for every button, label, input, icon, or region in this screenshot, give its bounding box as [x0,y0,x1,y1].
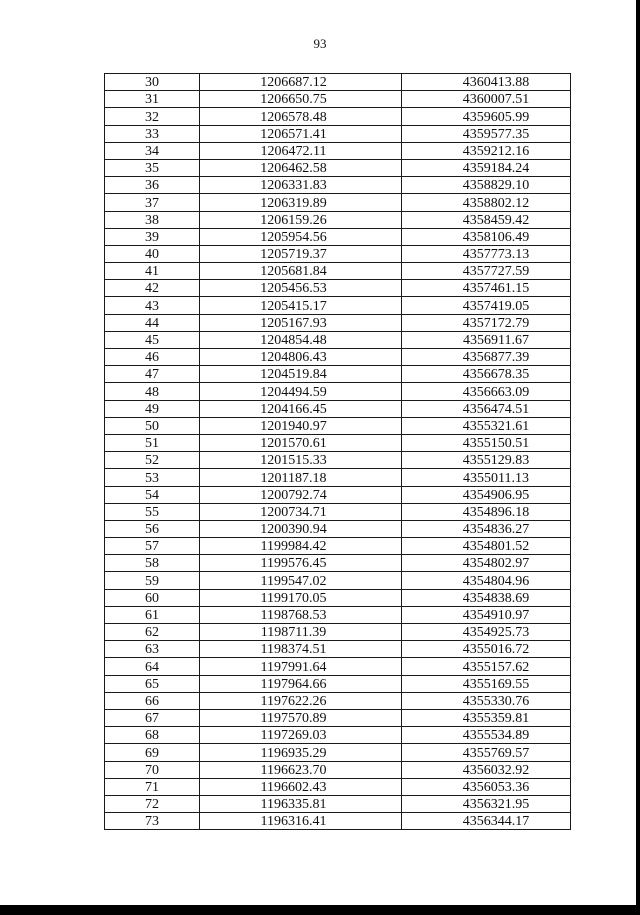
table-row [105,366,571,383]
x-coordinate-cell: 1206578.48 [200,108,402,125]
point-number-cell: 55 [105,503,200,520]
y-coordinate-cell: 4356344.17 [402,813,571,830]
x-coordinate-cell: 1204494.59 [200,383,402,400]
y-coordinate-cell: 4355011.13 [402,469,571,486]
point-number-cell: 69 [105,744,200,761]
table-row [105,658,571,675]
x-coordinate-cell: 1201515.33 [200,452,402,469]
x-coordinate-cell: 1206650.75 [200,91,402,108]
point-number-cell: 37 [105,194,200,211]
y-coordinate-cell: 4354896.18 [402,503,571,520]
x-coordinate-cell: 1205681.84 [200,263,402,280]
x-coordinate-cell: 1197991.64 [200,658,402,675]
y-coordinate-cell: 4357727.59 [402,263,571,280]
point-number-cell: 72 [105,795,200,812]
x-coordinate-cell: 1197622.26 [200,692,402,709]
point-number-cell: 45 [105,331,200,348]
point-number-cell: 62 [105,624,200,641]
table-row [105,761,571,778]
table-row [105,692,571,709]
y-coordinate-cell: 4357419.05 [402,297,571,314]
y-coordinate-cell: 4355169.55 [402,675,571,692]
point-number-cell: 64 [105,658,200,675]
table-row [105,727,571,744]
point-number-cell: 49 [105,400,200,417]
x-coordinate-cell: 1196623.70 [200,761,402,778]
table-row [105,641,571,658]
point-number-cell: 36 [105,177,200,194]
point-number-cell: 61 [105,606,200,623]
x-coordinate-cell: 1201940.97 [200,417,402,434]
table-row [105,211,571,228]
x-coordinate-cell: 1201187.18 [200,469,402,486]
point-number-cell: 54 [105,486,200,503]
point-number-cell: 31 [105,91,200,108]
table-row [105,813,571,830]
table-row [105,314,571,331]
y-coordinate-cell: 4356678.35 [402,366,571,383]
table-row [105,795,571,812]
y-coordinate-cell: 4356663.09 [402,383,571,400]
point-number-cell: 58 [105,555,200,572]
y-coordinate-cell: 4356911.67 [402,331,571,348]
point-number-cell: 46 [105,349,200,366]
y-coordinate-cell: 4355321.61 [402,417,571,434]
point-number-cell: 40 [105,245,200,262]
x-coordinate-cell: 1205167.93 [200,314,402,331]
point-number-cell: 35 [105,159,200,176]
table-row [105,589,571,606]
point-number-cell: 50 [105,417,200,434]
table-row [105,142,571,159]
table-row [105,228,571,245]
y-coordinate-cell: 4359605.99 [402,108,571,125]
point-number-cell: 34 [105,142,200,159]
point-number-cell: 65 [105,675,200,692]
x-coordinate-cell: 1206159.26 [200,211,402,228]
table-row [105,245,571,262]
y-coordinate-cell: 4354838.69 [402,589,571,606]
point-number-cell: 59 [105,572,200,589]
y-coordinate-cell: 4355129.83 [402,452,571,469]
table-row [105,606,571,623]
y-coordinate-cell: 4358459.42 [402,211,571,228]
y-coordinate-cell: 4355534.89 [402,727,571,744]
y-coordinate-cell: 4356321.95 [402,795,571,812]
x-coordinate-cell: 1205415.17 [200,297,402,314]
x-coordinate-cell: 1204854.48 [200,331,402,348]
table-row [105,486,571,503]
y-coordinate-cell: 4354910.97 [402,606,571,623]
y-coordinate-cell: 4357773.13 [402,245,571,262]
y-coordinate-cell: 4354906.95 [402,486,571,503]
x-coordinate-cell: 1205719.37 [200,245,402,262]
scan-edge-right [636,0,640,915]
table-row [105,74,571,91]
point-number-cell: 52 [105,452,200,469]
table-row [105,159,571,176]
table-row [105,744,571,761]
table-row [105,555,571,572]
table-row [105,280,571,297]
point-number-cell: 30 [105,74,200,91]
point-number-cell: 48 [105,383,200,400]
y-coordinate-cell: 4355769.57 [402,744,571,761]
y-coordinate-cell: 4355330.76 [402,692,571,709]
y-coordinate-cell: 4356053.36 [402,778,571,795]
table-row [105,383,571,400]
y-coordinate-cell: 4355016.72 [402,641,571,658]
table-row [105,177,571,194]
y-coordinate-cell: 4354804.96 [402,572,571,589]
y-coordinate-cell: 4357172.79 [402,314,571,331]
y-coordinate-cell: 4354802.97 [402,555,571,572]
point-number-cell: 51 [105,434,200,451]
y-coordinate-cell: 4356474.51 [402,400,571,417]
y-coordinate-cell: 4356032.92 [402,761,571,778]
point-number-cell: 41 [105,263,200,280]
x-coordinate-cell: 1196602.43 [200,778,402,795]
table-row [105,349,571,366]
x-coordinate-cell: 1197964.66 [200,675,402,692]
table-row [105,434,571,451]
point-number-cell: 60 [105,589,200,606]
y-coordinate-cell: 4356877.39 [402,349,571,366]
x-coordinate-cell: 1196335.81 [200,795,402,812]
x-coordinate-cell: 1204806.43 [200,349,402,366]
table-row [105,108,571,125]
point-number-cell: 33 [105,125,200,142]
x-coordinate-cell: 1204166.45 [200,400,402,417]
point-number-cell: 66 [105,692,200,709]
x-coordinate-cell: 1196935.29 [200,744,402,761]
y-coordinate-cell: 4359577.35 [402,125,571,142]
point-number-cell: 70 [105,761,200,778]
x-coordinate-cell: 1198768.53 [200,606,402,623]
point-number-cell: 43 [105,297,200,314]
x-coordinate-cell: 1206462.58 [200,159,402,176]
y-coordinate-cell: 4357461.15 [402,280,571,297]
table-row [105,778,571,795]
x-coordinate-cell: 1205954.56 [200,228,402,245]
table-row [105,125,571,142]
x-coordinate-cell: 1206687.12 [200,74,402,91]
x-coordinate-cell: 1197269.03 [200,727,402,744]
table-row [105,417,571,434]
y-coordinate-cell: 4355150.51 [402,434,571,451]
y-coordinate-cell: 4354836.27 [402,520,571,537]
coordinates-table-body [105,74,571,830]
y-coordinate-cell: 4360413.88 [402,74,571,91]
x-coordinate-cell: 1198711.39 [200,624,402,641]
table-row [105,624,571,641]
x-coordinate-cell: 1204519.84 [200,366,402,383]
table-row [105,709,571,726]
x-coordinate-cell: 1198374.51 [200,641,402,658]
y-coordinate-cell: 4358106.49 [402,228,571,245]
y-coordinate-cell: 4358829.10 [402,177,571,194]
table-row [105,194,571,211]
point-number-cell: 63 [105,641,200,658]
y-coordinate-cell: 4360007.51 [402,91,571,108]
point-number-cell: 73 [105,813,200,830]
table-row [105,91,571,108]
coordinates-table [104,73,571,830]
x-coordinate-cell: 1199547.02 [200,572,402,589]
x-coordinate-cell: 1200734.71 [200,503,402,520]
table-row [105,675,571,692]
point-number-cell: 68 [105,727,200,744]
y-coordinate-cell: 4354801.52 [402,538,571,555]
page-number: 93 [313,36,327,51]
x-coordinate-cell: 1200792.74 [200,486,402,503]
x-coordinate-cell: 1206472.11 [200,142,402,159]
point-number-cell: 53 [105,469,200,486]
point-number-cell: 38 [105,211,200,228]
table-row [105,520,571,537]
point-number-cell: 32 [105,108,200,125]
x-coordinate-cell: 1206319.89 [200,194,402,211]
x-coordinate-cell: 1205456.53 [200,280,402,297]
point-number-cell: 44 [105,314,200,331]
x-coordinate-cell: 1206571.41 [200,125,402,142]
x-coordinate-cell: 1199576.45 [200,555,402,572]
table-row [105,503,571,520]
y-coordinate-cell: 4359184.24 [402,159,571,176]
table-row [105,400,571,417]
y-coordinate-cell: 4358802.12 [402,194,571,211]
point-number-cell: 67 [105,709,200,726]
table-row [105,538,571,555]
x-coordinate-cell: 1200390.94 [200,520,402,537]
y-coordinate-cell: 4359212.16 [402,142,571,159]
x-coordinate-cell: 1199984.42 [200,538,402,555]
point-number-cell: 56 [105,520,200,537]
point-number-cell: 47 [105,366,200,383]
y-coordinate-cell: 4355359.81 [402,709,571,726]
y-coordinate-cell: 4355157.62 [402,658,571,675]
table-row [105,263,571,280]
x-coordinate-cell: 1196316.41 [200,813,402,830]
y-coordinate-cell: 4354925.73 [402,624,571,641]
table-row [105,297,571,314]
table-row [105,469,571,486]
point-number-cell: 57 [105,538,200,555]
point-number-cell: 39 [105,228,200,245]
table-row [105,572,571,589]
x-coordinate-cell: 1201570.61 [200,434,402,451]
point-number-cell: 42 [105,280,200,297]
scan-edge-bottom [0,905,640,915]
x-coordinate-cell: 1197570.89 [200,709,402,726]
table-row [105,331,571,348]
point-number-cell: 71 [105,778,200,795]
x-coordinate-cell: 1199170.05 [200,589,402,606]
x-coordinate-cell: 1206331.83 [200,177,402,194]
table-row [105,452,571,469]
